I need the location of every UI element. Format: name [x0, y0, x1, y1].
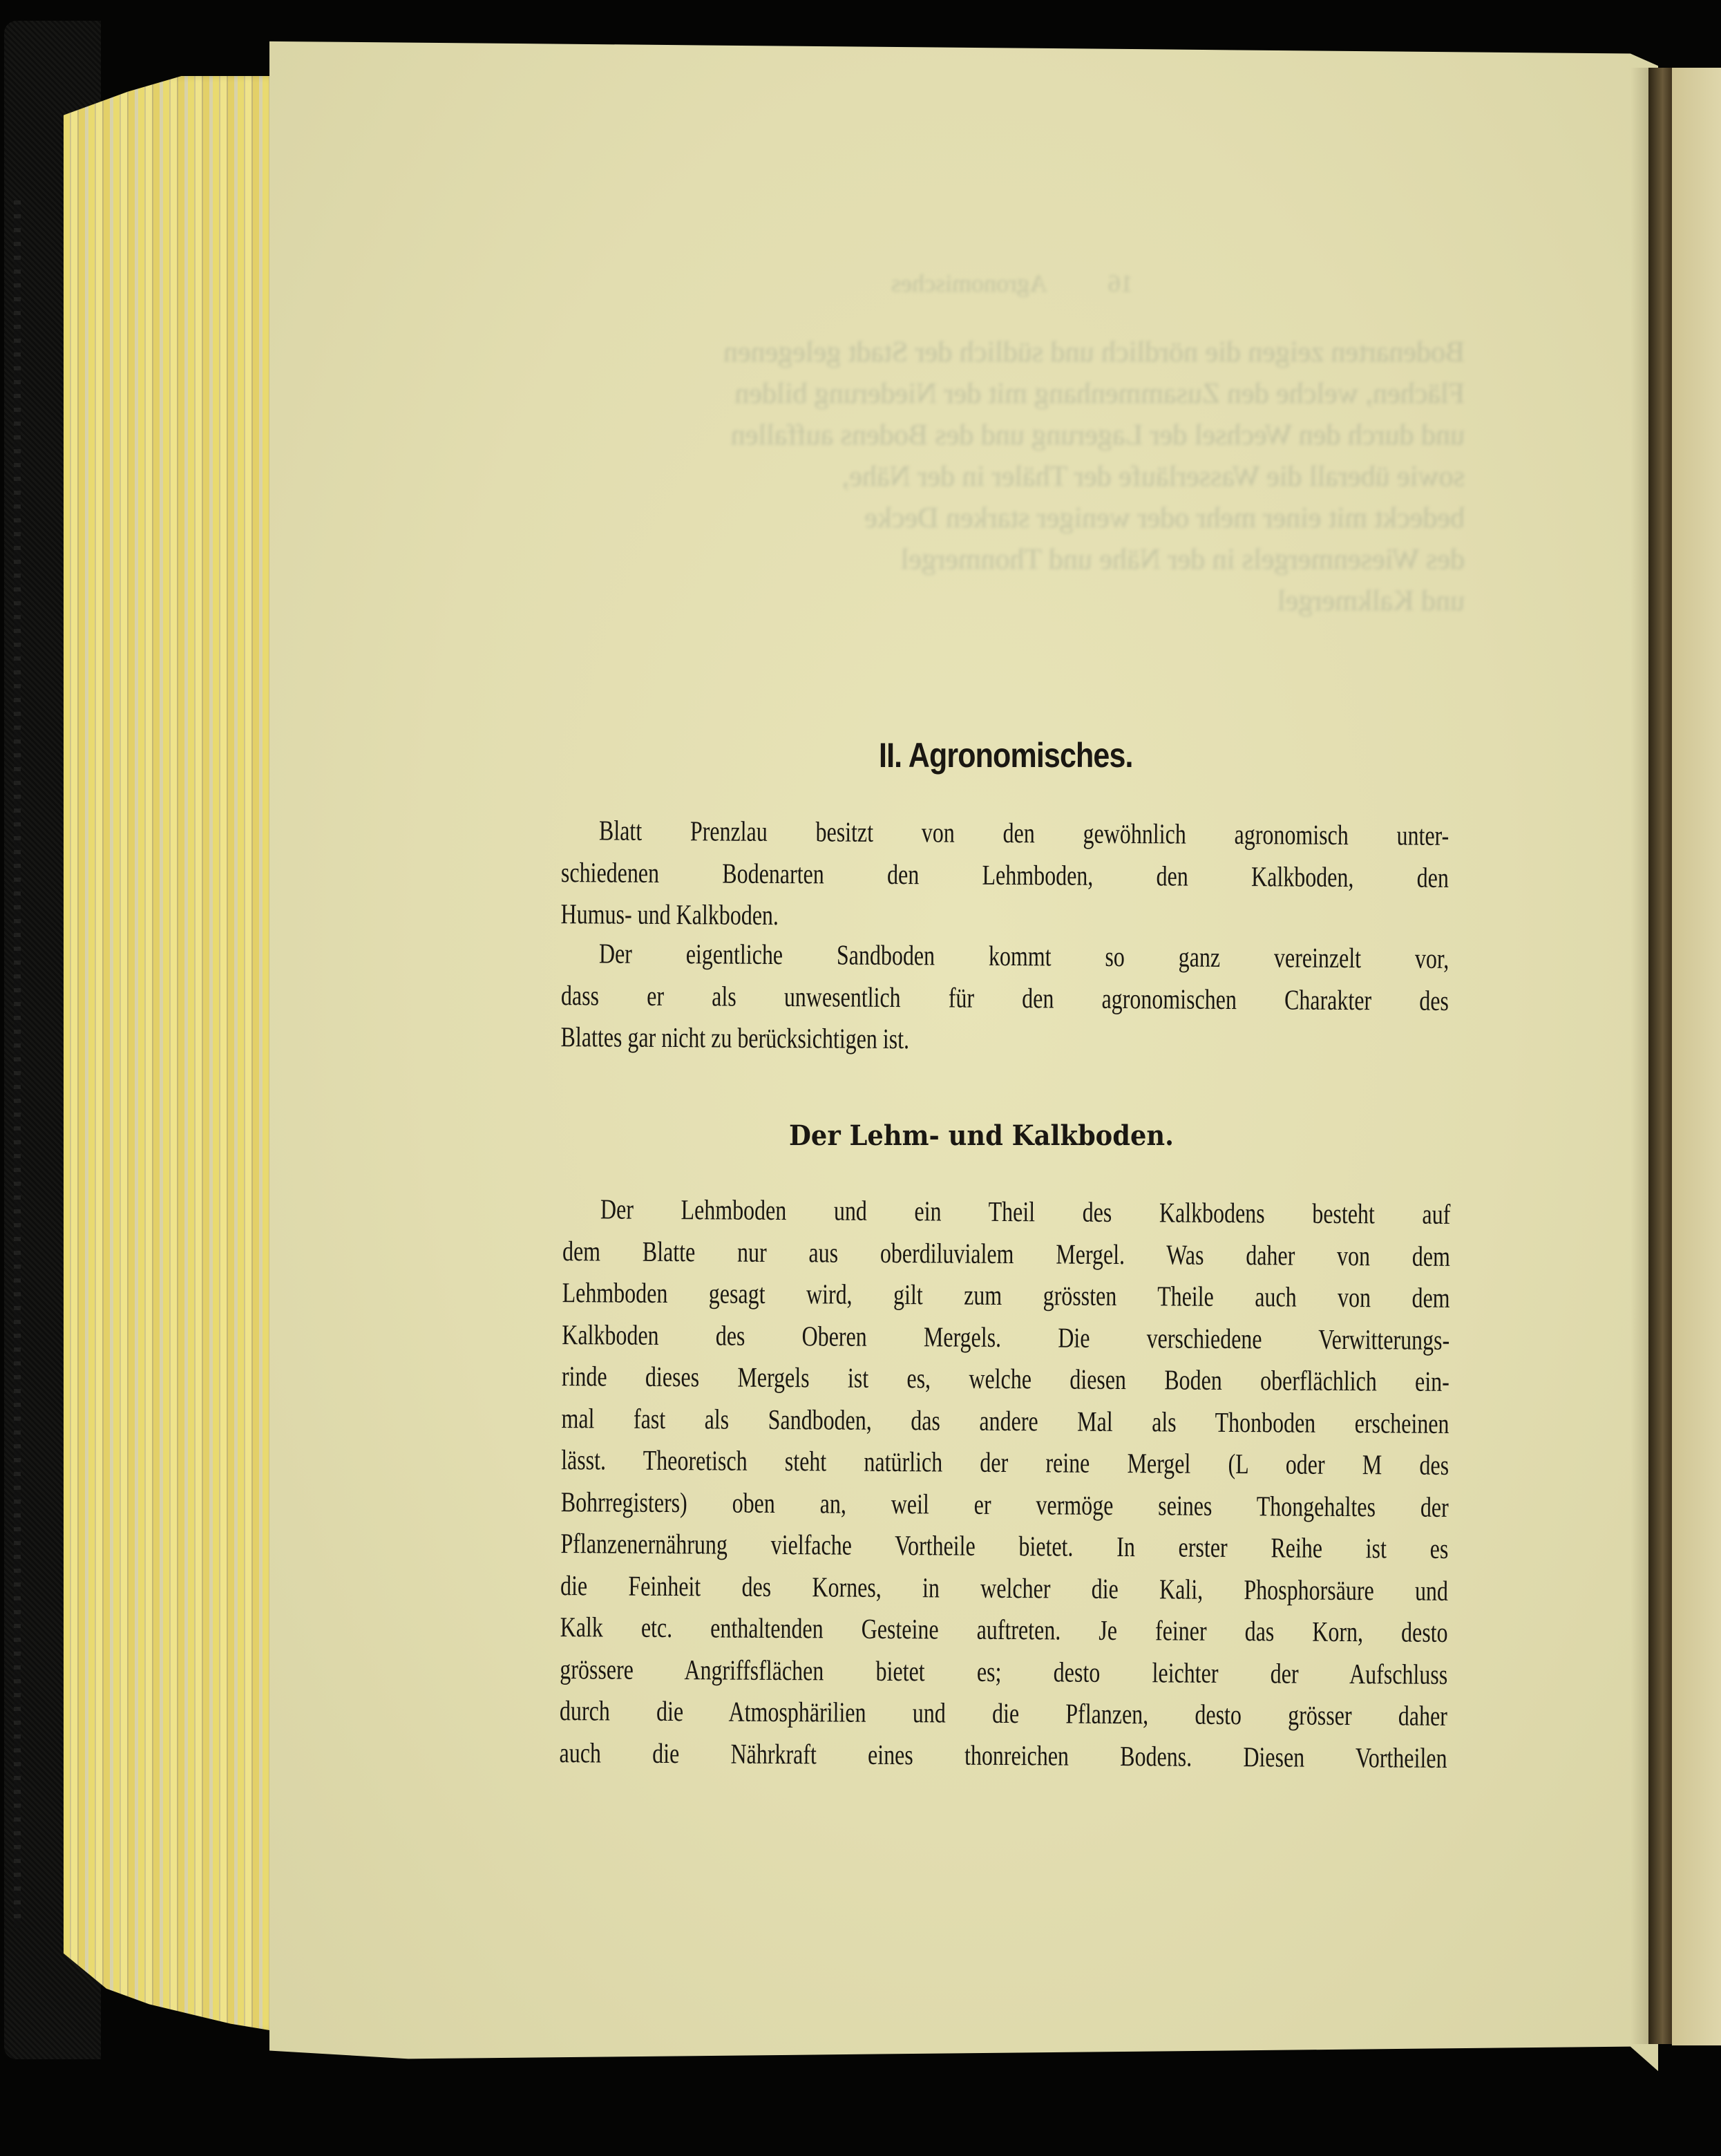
text-line: grössere Angriffsflächen bietet es; desto leichter der Aufschluss [560, 1652, 1448, 1690]
text-line: Blattes gar nicht zu berücksichtigen ist. [560, 1021, 910, 1055]
section-heading: II. Agronomisches. [879, 736, 1133, 775]
bleed-through-text [560, 263, 1465, 622]
text-line: Bohrregisters) oben an, weil er vermöge seines Thongehaltes der [560, 1485, 1449, 1523]
text-line: Kalk etc. enthaltenden Gesteine auftreten. Je feiner das Korn, desto [560, 1611, 1448, 1648]
paragraph [560, 932, 1449, 1063]
text-line: Kalkboden des Oberen Mergels. Die verschiedene Verwitterungs- [562, 1318, 1450, 1356]
bleed-line: des Wiesenmergels in der Nähe und Thonmergel [900, 544, 1465, 576]
book-gutter [1648, 68, 1672, 2044]
bleed-line: und Kalkmergel [1277, 585, 1465, 617]
text-line: dem Blatte nur aus oberdiluvialem Mergel. Was daher von dem [562, 1234, 1451, 1272]
bleed-line: bedeckt mit einer mehr oder weniger starken Decke [864, 502, 1465, 534]
text-line: Der eigentliche Sandboden kommt so ganz vereinzelt vor, [598, 937, 1449, 974]
text-line: lässt. Theoretisch steht natürlich der reine Mergel (L oder M des [561, 1444, 1449, 1481]
bleed-page-number: 16 [1108, 270, 1133, 297]
text-line: durch die Atmosphärilien und die Pflanzen, desto grösser daher [559, 1694, 1448, 1732]
bleed-running-head: Agronomisches [891, 270, 1047, 297]
cover-texture [14, 200, 21, 1928]
text-line: Blatt Prenzlau besitzt von den gewöhnlich agronomisch unter- [598, 814, 1449, 851]
bleed-line: und durch den Wechsel der Lagerung und des Bodens auffallen [730, 419, 1465, 451]
paragraph [559, 1188, 1450, 1779]
bleed-line: Flächen, welche den Zusammenhang mit der Niederung bilden [734, 378, 1465, 410]
text-line: die Feinheit des Kornes, in welcher die Kali, Phosphorsäure und [560, 1569, 1449, 1607]
text-line: auch die Nährkraft eines thonreichen Bodens. Diesen Vortheilen [559, 1736, 1447, 1774]
text-line: dass er als unwesentlich für den agronomischen Charakter des [560, 978, 1449, 1016]
text-line: rinde dieses Mergels ist es, welche diesen Boden oberflächlich ein- [561, 1360, 1449, 1397]
text-line: mal fast als Sandboden, das andere Mal als Thonboden erscheinen [561, 1401, 1449, 1439]
text-line: Der Lehmboden und ein Theil des Kalkbodens besteht auf [600, 1193, 1451, 1230]
paragraph [560, 809, 1449, 940]
text-line: Lehmboden gesagt wird, gilt zum grössten Theile auch von dem [562, 1276, 1450, 1314]
facing-page [1672, 68, 1721, 2045]
bleed-header [560, 263, 1465, 304]
text-line: Humus- und Kalkboden. [560, 898, 779, 931]
text-line: schiedenen Bodenarten den Lehmboden, den Kalkboden, den [560, 855, 1449, 893]
text-line: Pflanzenernährung vielfache Vortheile bietet. In erster Reihe ist es [560, 1527, 1449, 1564]
bleed-line: sowie überall die Wasserläufe der Thäler in der Nähe, [842, 461, 1465, 493]
bleed-line: Bodenarten zeigen die nördlich und südlich der Stadt gelegenen [723, 337, 1465, 368]
subsection-heading: Der Lehm- und Kalkboden. [789, 1119, 1174, 1152]
page-edges [64, 76, 278, 2032]
